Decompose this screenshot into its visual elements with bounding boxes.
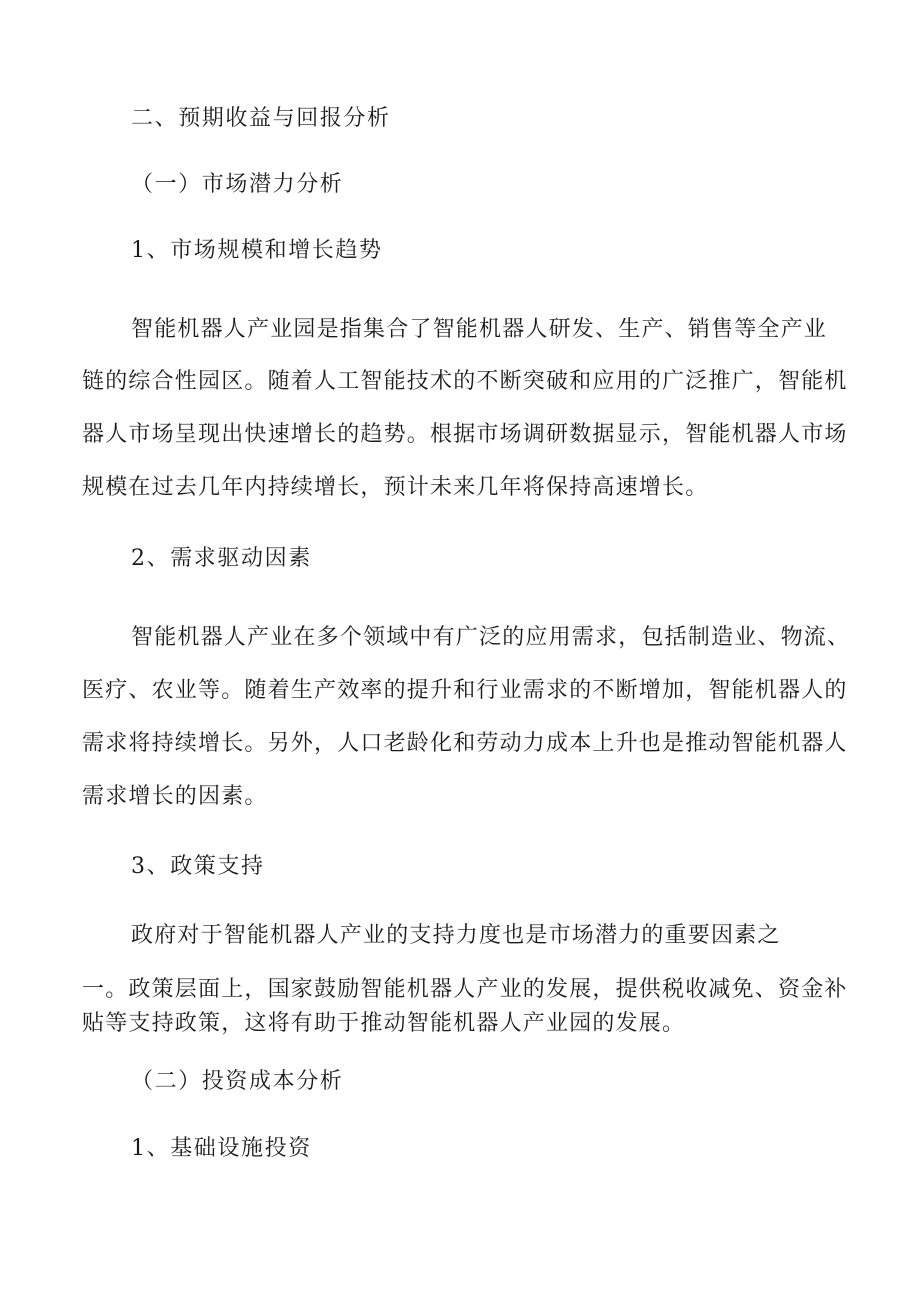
- paragraph-line: 需求增长的因素。: [82, 784, 268, 809]
- item-heading-demand-drivers: 2、需求驱动因素: [131, 546, 312, 571]
- paragraph-line: 器人市场呈现出快速增长的趋势。根据市场调研数据显示，智能机器人市场: [82, 422, 848, 447]
- paragraph-line: 链的综合性园区。随着人工智能技术的不断突破和应用的广泛推广，智能机: [82, 369, 848, 394]
- item-heading-market-size: 1、市场规模和增长趋势: [131, 238, 383, 263]
- subsection-title-investment: （二）投资成本分析: [131, 1069, 344, 1094]
- paragraph-line: 一。政策层面上，国家鼓励智能机器人产业的发展，提供税收减免、资金补: [82, 977, 848, 1002]
- paragraph-line: 医疗、农业等。随着生产效率的提升和行业需求的不断增加，智能机器人的: [82, 678, 848, 703]
- paragraph-line: 需求将持续增长。另外，人口老龄化和劳动力成本上升也是推动智能机器人: [82, 731, 848, 756]
- item-heading-infrastructure: 1、基础设施投资: [131, 1136, 312, 1161]
- section-title: 二、预期收益与回报分析: [131, 106, 391, 131]
- paragraph-line: 智能机器人产业在多个领域中有广泛的应用需求，包括制造业、物流、: [131, 625, 851, 650]
- paragraph-line: 规模在过去几年内持续增长，预计未来几年将保持高速增长。: [82, 475, 709, 500]
- item-heading-policy-support: 3、政策支持: [131, 854, 265, 879]
- paragraph-line: 智能机器人产业园是指集合了智能机器人研发、生产、销售等全产业: [131, 317, 828, 342]
- paragraph-line: 政府对于智能机器人产业的支持力度也是市场潜力的重要因素之: [131, 923, 781, 948]
- paragraph-line: 贴等支持政策，这将有助于推动智能机器人产业园的发展。: [82, 1011, 686, 1036]
- subsection-title-market: （一）市场潜力分析: [131, 172, 344, 197]
